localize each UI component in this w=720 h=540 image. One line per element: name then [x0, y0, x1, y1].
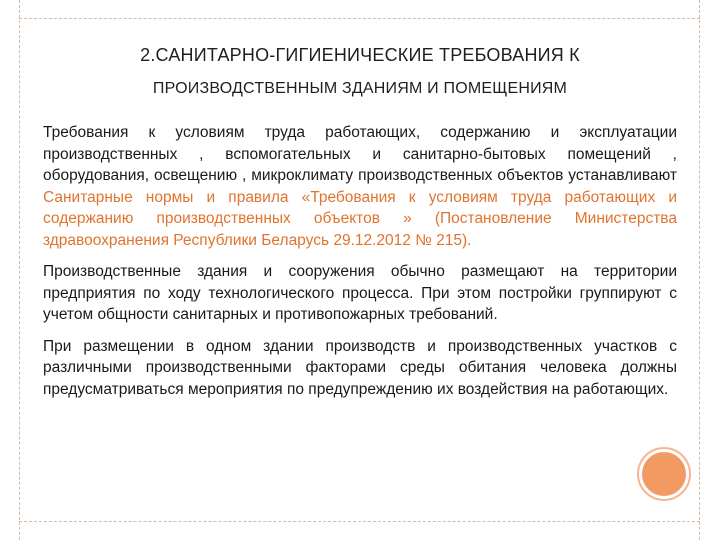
- frame-border-bottom: [19, 521, 700, 522]
- decorative-circle-icon: [639, 449, 689, 499]
- title-line-1: 2.САНИТАРНО-ГИГИЕНИЧЕСКИЕ ТРЕБОВАНИЯ К: [140, 45, 580, 65]
- paragraph-requirements: [43, 122, 677, 251]
- frame-border-top: [19, 18, 700, 19]
- regulation-reference: Санитарные нормы и правила «Требования к условиям труда работающих и содержанию производственных объектов » (Постановление Министерства здравоохранения Республики Беларусь 29.12.2012 № 215).: [43, 188, 677, 249]
- slide-title: [40, 38, 680, 106]
- slide-body: [43, 122, 677, 410]
- frame-border-left: [19, 0, 20, 540]
- paragraph-buildings: Производственные здания и сооружения обычно размещают на территории предприятия по ходу технологического процесса. При этом постройки группируют с учетом общности санитарных и противопожарных требований.: [43, 263, 677, 323]
- frame-border-right: [699, 0, 700, 540]
- paragraph-placement: При размещении в одном здании производств и производственных участков с различными производственными факторами среды обитания человека должны предусматриваться мероприятия по предупреждению их воздействия на работающих.: [43, 337, 677, 398]
- title-line-2: ПРОИЗВОДСТВЕННЫМ ЗДАНИЯМ И ПОМЕЩЕНИЯМ: [152, 80, 568, 97]
- paragraph-requirements-text: Требования к условиям труда работающих, содержанию и эксплуатации производственных , вспомогательных и санитарно-бытовых помещений , оборудования, освещению , микроклимату производственных объектов устанавливают: [43, 124, 677, 184]
